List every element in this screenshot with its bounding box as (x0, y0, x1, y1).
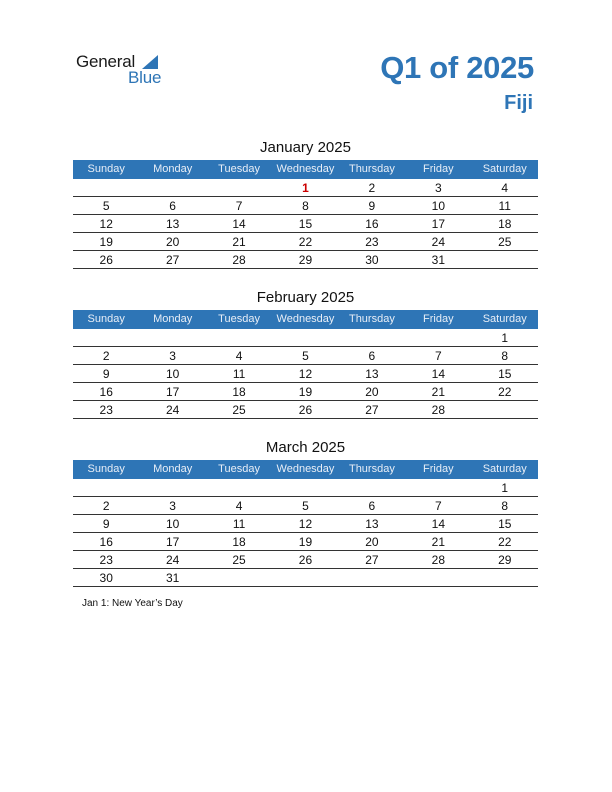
day-cell: 12 (298, 517, 313, 531)
day-cell: 5 (302, 499, 309, 513)
day-cell (405, 330, 471, 346)
day-cell: 16 (365, 217, 379, 231)
weekday-label: Sunday (87, 463, 125, 475)
day-cell: 27 (365, 553, 379, 567)
day-cell: 10 (431, 199, 445, 213)
day-cell: 12 (99, 217, 113, 231)
logo-triangle-icon (142, 55, 158, 69)
weekday-label: Thursday (348, 163, 395, 175)
weekday-header (73, 160, 538, 179)
weekday-label: Friday (423, 463, 454, 475)
generalblue-logo (76, 52, 176, 88)
day-cell: 22 (298, 235, 313, 249)
day-cell: 28 (431, 403, 445, 417)
day-cell (339, 570, 405, 586)
day-cell (405, 570, 471, 586)
day-cell: 19 (298, 535, 313, 549)
month-title: February 2025 (256, 289, 355, 306)
weekday-label: Saturday (482, 313, 527, 325)
weekday-header (73, 460, 538, 479)
day-cell: 21 (431, 535, 445, 549)
day-cell: 8 (501, 499, 509, 513)
page-title: Q1 of 2025 (380, 50, 534, 85)
day-cell (206, 570, 272, 586)
week-row (73, 365, 538, 383)
day-cell: 17 (431, 217, 445, 231)
weekday-label: Sunday (87, 313, 125, 325)
day-cell: 23 (365, 235, 379, 249)
day-cell: 5 (102, 199, 110, 213)
month-title: January 2025 (260, 139, 351, 156)
month-february (73, 287, 538, 419)
day-cell: 11 (232, 367, 246, 381)
day-cell (272, 330, 338, 346)
weekday-label: Wednesday (276, 313, 335, 325)
day-cell: 3 (169, 349, 176, 363)
day-cell: 24 (165, 403, 180, 417)
day-cell: 9 (102, 367, 110, 381)
day-cell: 23 (99, 403, 113, 417)
day-cell: 11 (232, 517, 246, 531)
week-row (73, 479, 538, 497)
day-cell: 13 (365, 517, 379, 531)
day-cell: 1 (501, 481, 509, 495)
week-row (73, 497, 538, 515)
day-cell: 11 (498, 199, 511, 213)
day-cell: 7 (434, 499, 442, 513)
weekday-label: Saturday (482, 463, 527, 475)
holiday-note: Jan 1: New Year’s Day (82, 598, 183, 609)
day-cell (472, 402, 538, 418)
day-cell: 22 (498, 535, 512, 549)
week-row (73, 251, 538, 269)
day-cell: 20 (365, 535, 379, 549)
day-cell (206, 180, 272, 196)
day-cell: 4 (235, 499, 243, 513)
day-cell: 31 (165, 571, 180, 585)
day-cell: 17 (165, 385, 180, 399)
week-row (73, 551, 538, 569)
day-cell (472, 252, 538, 268)
day-cell (73, 180, 139, 196)
day-cell: 29 (498, 553, 512, 567)
day-cell: 24 (165, 553, 180, 567)
day-cell: 1 (501, 331, 509, 345)
day-cell: 1 (302, 181, 309, 195)
day-cell: 13 (365, 367, 379, 381)
day-cell (339, 330, 405, 346)
day-cell: 15 (498, 517, 512, 531)
day-cell: 16 (99, 535, 113, 549)
day-cell: 10 (165, 367, 180, 381)
weekday-label: Thursday (348, 463, 395, 475)
day-cell (405, 480, 471, 496)
day-cell: 18 (498, 217, 512, 231)
week-row (73, 569, 538, 587)
day-cell: 8 (302, 199, 309, 213)
day-cell: 25 (232, 403, 246, 417)
day-cell: 18 (232, 385, 246, 399)
weekday-label: Wednesday (276, 163, 335, 175)
day-cell: 25 (232, 553, 246, 567)
weekday-label: Monday (153, 313, 193, 325)
day-cell: 8 (501, 349, 509, 363)
week-row (73, 515, 538, 533)
week-row (73, 533, 538, 551)
day-cell: 29 (298, 253, 313, 267)
day-cell: 9 (368, 199, 376, 213)
day-cell: 18 (232, 535, 246, 549)
day-cell: 30 (99, 571, 113, 585)
day-cell (272, 480, 338, 496)
day-cell: 16 (99, 385, 113, 399)
weekday-label: Tuesday (218, 313, 260, 325)
day-cell (139, 480, 205, 496)
weekday-label: Monday (153, 463, 193, 475)
weekday-label: Friday (423, 163, 454, 175)
day-cell (206, 480, 272, 496)
week-row (73, 233, 538, 251)
day-cell: 30 (365, 253, 379, 267)
weekday-label: Thursday (348, 313, 395, 325)
day-cell: 6 (368, 499, 376, 513)
day-cell: 5 (302, 349, 309, 363)
day-cell: 21 (431, 385, 445, 399)
day-cell: 20 (165, 235, 180, 249)
day-cell: 25 (498, 235, 512, 249)
day-cell (339, 480, 405, 496)
weekday-label: Tuesday (218, 463, 260, 475)
day-cell: 3 (169, 499, 176, 513)
week-row (73, 401, 538, 419)
day-cell: 28 (431, 553, 445, 567)
day-cell: 6 (368, 349, 376, 363)
month-title: March 2025 (265, 439, 346, 456)
day-cell: 28 (232, 253, 246, 267)
day-cell: 9 (102, 517, 110, 531)
day-cell (73, 480, 139, 496)
day-cell: 31 (431, 253, 445, 267)
day-cell (472, 570, 538, 586)
day-cell: 10 (165, 517, 180, 531)
day-cell: 4 (235, 349, 243, 363)
weekday-label: Friday (423, 313, 454, 325)
day-cell: 3 (434, 181, 442, 195)
day-cell: 15 (298, 217, 313, 231)
day-cell: 26 (298, 553, 313, 567)
day-cell: 2 (368, 181, 376, 195)
day-cell: 14 (431, 517, 445, 531)
day-cell: 12 (298, 367, 313, 381)
logo-word-blue: Blue (128, 68, 162, 87)
week-row (73, 329, 538, 347)
day-cell: 22 (498, 385, 512, 399)
day-cell: 26 (298, 403, 313, 417)
day-cell: 2 (102, 349, 110, 363)
day-cell: 19 (298, 385, 313, 399)
day-cell: 2 (102, 499, 110, 513)
day-cell: 23 (99, 553, 113, 567)
day-cell: 6 (169, 199, 176, 213)
weekday-label: Monday (153, 163, 193, 175)
month-january (73, 137, 538, 269)
day-cell: 19 (99, 235, 113, 249)
day-cell: 15 (498, 367, 512, 381)
week-row (73, 347, 538, 365)
country-name: Fiji (504, 92, 533, 114)
day-cell: 26 (99, 253, 113, 267)
weekday-header (73, 310, 538, 329)
day-cell (272, 570, 338, 586)
day-cell: 24 (431, 235, 445, 249)
day-cell: 27 (365, 403, 379, 417)
day-cell: 27 (165, 253, 180, 267)
day-cell: 14 (232, 217, 246, 231)
weekday-label: Sunday (87, 163, 125, 175)
month-march (73, 437, 538, 587)
day-cell: 7 (235, 199, 243, 213)
week-row (73, 215, 538, 233)
week-row (73, 197, 538, 215)
day-cell: 13 (165, 217, 180, 231)
logo-word-general: General (76, 52, 136, 71)
day-cell (206, 330, 272, 346)
day-cell (73, 330, 139, 346)
day-cell: 7 (434, 349, 442, 363)
day-cell (139, 330, 205, 346)
weekday-label: Wednesday (276, 463, 335, 475)
week-row (73, 383, 538, 401)
week-row (73, 179, 538, 197)
weekday-label: Tuesday (218, 163, 260, 175)
day-cell: 20 (365, 385, 379, 399)
day-cell: 21 (232, 235, 246, 249)
day-cell: 17 (165, 535, 180, 549)
day-cell: 14 (431, 367, 445, 381)
day-cell (139, 180, 205, 196)
weekday-label: Saturday (482, 163, 527, 175)
day-cell: 4 (501, 181, 509, 195)
